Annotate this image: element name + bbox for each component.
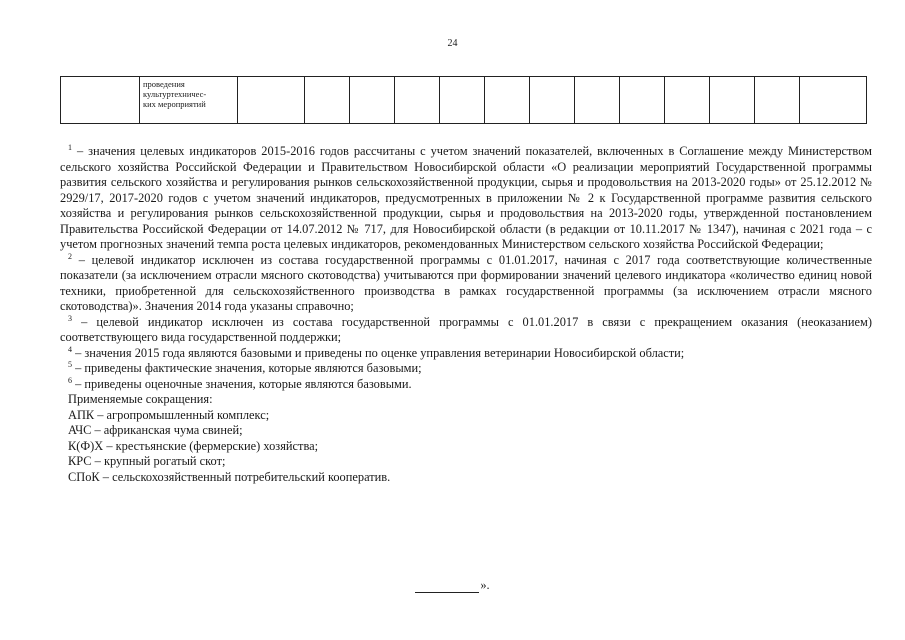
footnote-5 — [60, 361, 872, 377]
footnote-text: – значения целевых индикаторов 2015-2016 годов рассчитаны с учетом значений показателей, включенных в Соглашение между Министерством сельского хозяйства Российской Федерации и Правительством Новосибирской области «О реализации мероприятий Государственной программы развития сельского хозяйства и регулирования рынков сельскохозяйственной продукции, сырья и продовольствия на 2013-2020 годы» от 25.12.2012 № 2929/17, 2017-2020 годов с учетом значений индикаторов, предусмотренных в приложении № 2 к Государственной программе развития сельского хозяйства и регулирования рынков сельскохозяйственной продукции, сырья и продовольствия на 2013-2020 годы, утвержденной постановлением Правительства Российской Федерации от 14.07.2012 № 717, для Новосибирской области (в редакции от 10.11.2017 № 1347), начиная с 2021 года – с учетом прогнозных значений темпа роста целевых индикаторов, рекомендованных Министерством сельского хозяйства Российской Федерации; — [60, 144, 872, 251]
table-cell — [620, 77, 665, 124]
closing-mark — [0, 578, 905, 593]
table-cell — [61, 77, 140, 124]
footnote-2 — [60, 253, 872, 315]
table-cell — [305, 77, 350, 124]
table-cell-indicator-label — [140, 77, 238, 124]
footnote-text: – приведены оценочные значения, которые являются базовыми. — [72, 376, 412, 391]
abbreviation-item: СПоК – сельскохозяйственный потребительский кооператив. — [68, 469, 391, 484]
table-cell — [485, 77, 530, 124]
footnote-mark: 5 — [68, 359, 72, 369]
footnote-text: – приведены фактические значения, которые являются базовыми; — [72, 361, 422, 375]
footnote-6 — [60, 377, 872, 393]
footnote-mark: 4 — [68, 344, 72, 354]
closing-quote: ». — [480, 578, 490, 592]
table-cell — [665, 77, 710, 124]
table-cell — [440, 77, 485, 124]
table-cell — [710, 77, 755, 124]
abbreviation-item: АПК – агропромышленный комплекс; — [68, 407, 270, 422]
table-cell — [755, 77, 800, 124]
table-cell — [575, 77, 620, 124]
abbreviation-item: АЧС – африканская чума свиней; — [68, 423, 243, 437]
footnote-4 — [60, 346, 872, 362]
footnote-3 — [60, 315, 872, 346]
footnote-text: – целевой индикатор исключен из состава государственной программы с 01.01.2017, начиная с 2017 года соответствующие количественные показатели (за исключением отрасли мясного скотоводства) учитываются при формировании значений целевого индикатора «количество единиц новой техники, приобретенной для сельскохозяйственного производства в рамках государственной программы (за исключением отрасли мясного скотоводства)». Значения 2014 года указаны справочно; — [60, 252, 872, 313]
footnote-text: – целевой индикатор исключен из состава государственной программы с 01.01.2017 в связи с прекращением оказания (неоказанием) соответствующего вида государственной поддержки; — [60, 314, 872, 344]
label-line: проведения — [143, 79, 185, 89]
abbreviation-item: КРС – крупный рогатый скот; — [68, 454, 226, 468]
abbreviations-title: Применяемые сокращения: — [68, 392, 213, 406]
table-cell — [800, 77, 867, 124]
table-row — [61, 77, 867, 124]
table-cell — [238, 77, 305, 124]
footnotes-block — [60, 144, 872, 485]
table-cell — [530, 77, 575, 124]
footnote-mark: 3 — [68, 313, 72, 323]
footnote-mark: 2 — [68, 251, 72, 261]
closing-underline — [415, 580, 479, 593]
footnote-mark: 6 — [68, 375, 72, 385]
table-cell — [395, 77, 440, 124]
page-number: 24 — [447, 38, 458, 49]
footnote-1 — [60, 144, 872, 253]
footnote-mark: 1 — [68, 142, 72, 152]
indicator-table-fragment — [60, 76, 867, 124]
label-line: ких мероприятий — [143, 99, 206, 109]
table-cell — [350, 77, 395, 124]
abbreviation-item: К(Ф)Х – крестьянские (фермерские) хозяйства; — [68, 438, 319, 453]
footnote-text: – значения 2015 года являются базовыми и приведены по оценке управления ветеринарии Новосибирской области; — [72, 345, 685, 360]
label-line: культуртехничес- — [143, 89, 207, 99]
